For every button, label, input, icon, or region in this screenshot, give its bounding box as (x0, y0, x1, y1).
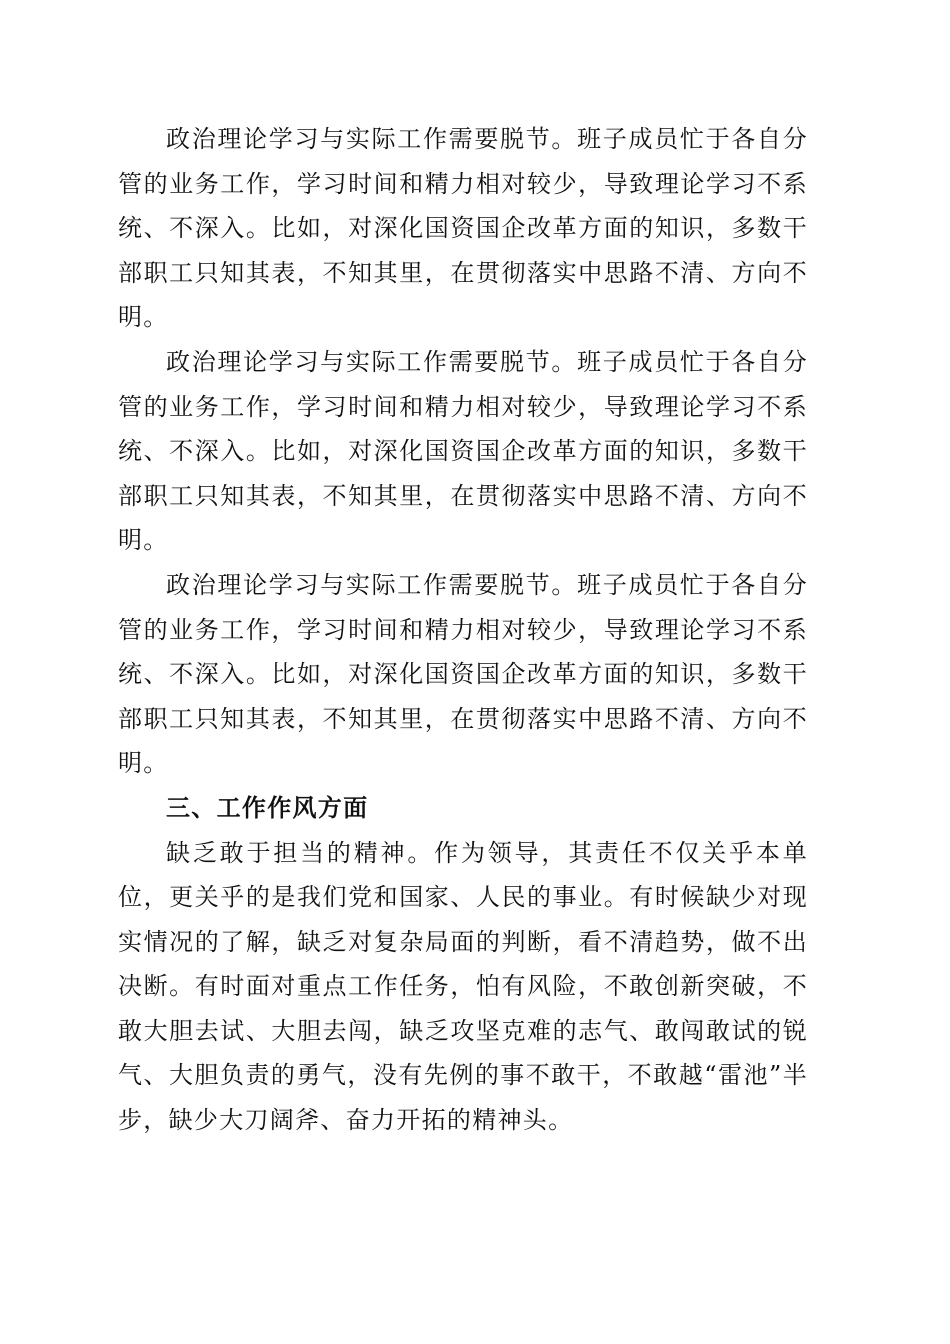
body-paragraph-3: 政治理论学习与实际工作需要脱节。班子成员忙于各自分管的业务工作，学习时间和精力相对较少，导致理论学习不系统、不深入。比如，对深化国资国企改革方面的知识，多数干部职工只知其表，不知其里，在贯彻落实中思路不清、方向不明。 (118, 570, 808, 778)
document-body (118, 117, 808, 1143)
section-heading: 三、工作作风方面 (166, 793, 369, 822)
body-paragraph-4: 缺乏敢于担当的精神。作为领导，其责任不仅关乎本单位，更关乎的是我们党和国家、人民的事业。有时候缺少对现实情况的了解，缺乏对复杂局面的判断，看不清趋势，做不出决断。有时面对重点工作任务，怕有风险，不敢创新突破，不敢大胆去试、大胆去闯，缺乏攻坚克难的志气、敢闯敢试的锐气、大胆负责的勇气，没有先例的事不敢干，不敢越“雷池”半步，缺少大刀阔斧、奋力开拓的精神头。 (118, 838, 808, 1135)
body-paragraph-2: 政治理论学习与实际工作需要脱节。班子成员忙于各自分管的业务工作，学习时间和精力相对较少，导致理论学习不系统、不深入。比如，对深化国资国企改革方面的知识，多数干部职工只知其表，不知其里，在贯彻落实中思路不清、方向不明。 (118, 347, 808, 555)
body-paragraph-1: 政治理论学习与实际工作需要脱节。班子成员忙于各自分管的业务工作，学习时间和精力相对较少，导致理论学习不系统、不深入。比如，对深化国资国企改革方面的知识，多数干部职工只知其表，不知其里，在贯彻落实中思路不清、方向不明。 (118, 125, 808, 332)
